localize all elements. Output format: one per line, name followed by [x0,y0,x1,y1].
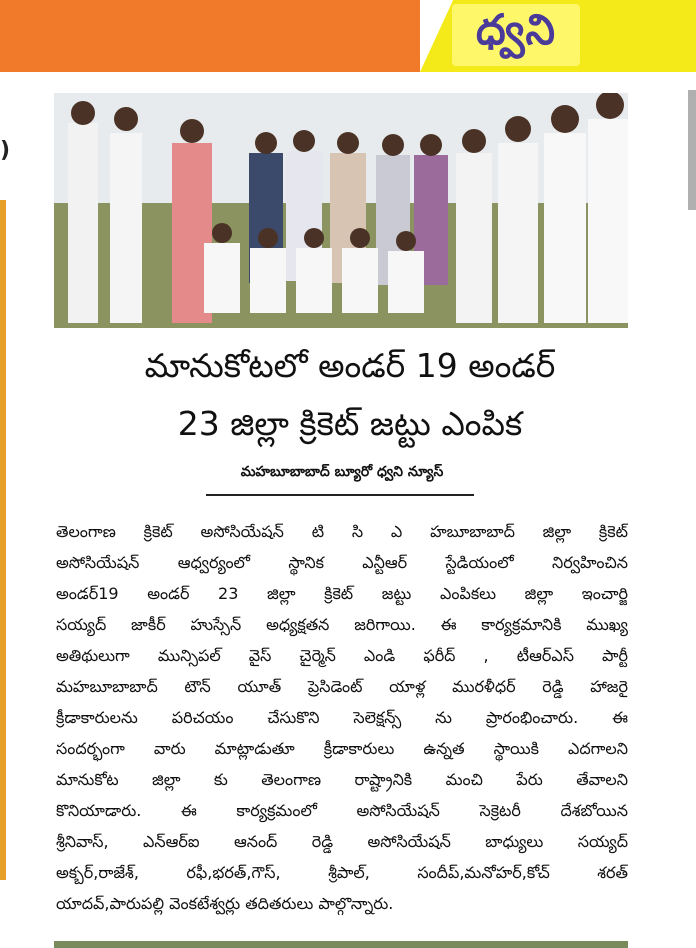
byline-underline [206,494,474,496]
body-line: అతిథులుగా మున్సిపల్ వైస్ చైర్మెన్ ఎండి ఫరీద్ , టీఆర్ఎస్ పార్టీ [56,646,628,665]
right-page-edge [688,90,696,210]
logo-text: ధ్వని [475,5,557,54]
masthead [0,0,696,72]
body-line: సయ్యద్ జాకీర్ హుస్సేన్ అధ్యక్షతన జరిగాయి. ఈ కార్యక్రమానికి ముఖ్య [56,615,628,634]
body-line: అక్బర్,రాజేశ్, రఫీ,భరత్,గౌస్, శ్రీపాల్, సందీప్,మనోహర్,కోచ్ శరత్ [56,863,628,882]
next-photo-edge [54,941,628,948]
body-line: యాదవ్,పారుపల్లి వెంకటేశ్వర్లు తదితరులు పాల్గొన్నారు. [56,894,394,913]
masthead-orange-band [0,0,420,72]
body-line: సందర్భంగా వారు మాట్లాడుతూ క్రీడాకారులు ఉన్నత స్థాయికి ఎదగాలని [56,739,628,758]
body-line: అసోసియేషన్ ఆధ్వర్యంలో స్థానిక ఎన్టీఆర్ స్టేడియంలో నిర్వహించిన [56,553,628,572]
body-line: కొనియాడారు. ఈ కార్యక్రమంలో అసోసియేషన్ సెక్రెటరీ దేశబోయిన [56,801,628,820]
left-page-edge [0,200,6,880]
body-line: అండర్19 అండర్ 23 జిల్లా క్రికెట్ జట్టు ఎంపికలు జిల్లా ఇంచార్జి [56,584,628,603]
body-line: తెలంగాణ క్రికెట్ అసోసియేషన్ టి సి ఎ హబూబాబాద్ జిల్లా క్రికెట్ [56,522,628,541]
body-line: మానుకోట జిల్లా కు తెలంగాణ రాష్ట్రానికి మంచి పేరు తేవాలని [56,770,628,789]
body-line: మహబూబాబాద్ టౌన్ యూత్ ప్రెసిడెంట్ యాళ్ల మురళీధర్ రెడ్డి హాజరై [56,677,628,696]
headline-line-1: మానుకోటలో అండర్ 19 అండర్ [144,346,556,385]
column-edge-fragment: ) [0,138,11,163]
headline-line-2: 23 జిల్లా క్రికెట్ జట్టు ఎంపిక [177,404,523,443]
byline: మహబూబాబాద్ బ్యూరో ధ్వని న్యూస్ [240,464,444,480]
newspaper-logo [452,4,580,66]
body-line: క్రీడాకారులను పరిచయం చేసుకొని సెలెక్షన్స్ ను ప్రారంభించారు. ఈ [56,708,628,727]
body-line: శ్రీనివాస్, ఎన్ఆర్ఐ ఆనంద్ రెడ్డి అసోసియేషన్ బాధ్యులు సయ్యద్ [56,832,628,851]
photo-illustration [54,93,628,328]
group-photo-image [54,93,628,328]
article-body [56,516,628,919]
